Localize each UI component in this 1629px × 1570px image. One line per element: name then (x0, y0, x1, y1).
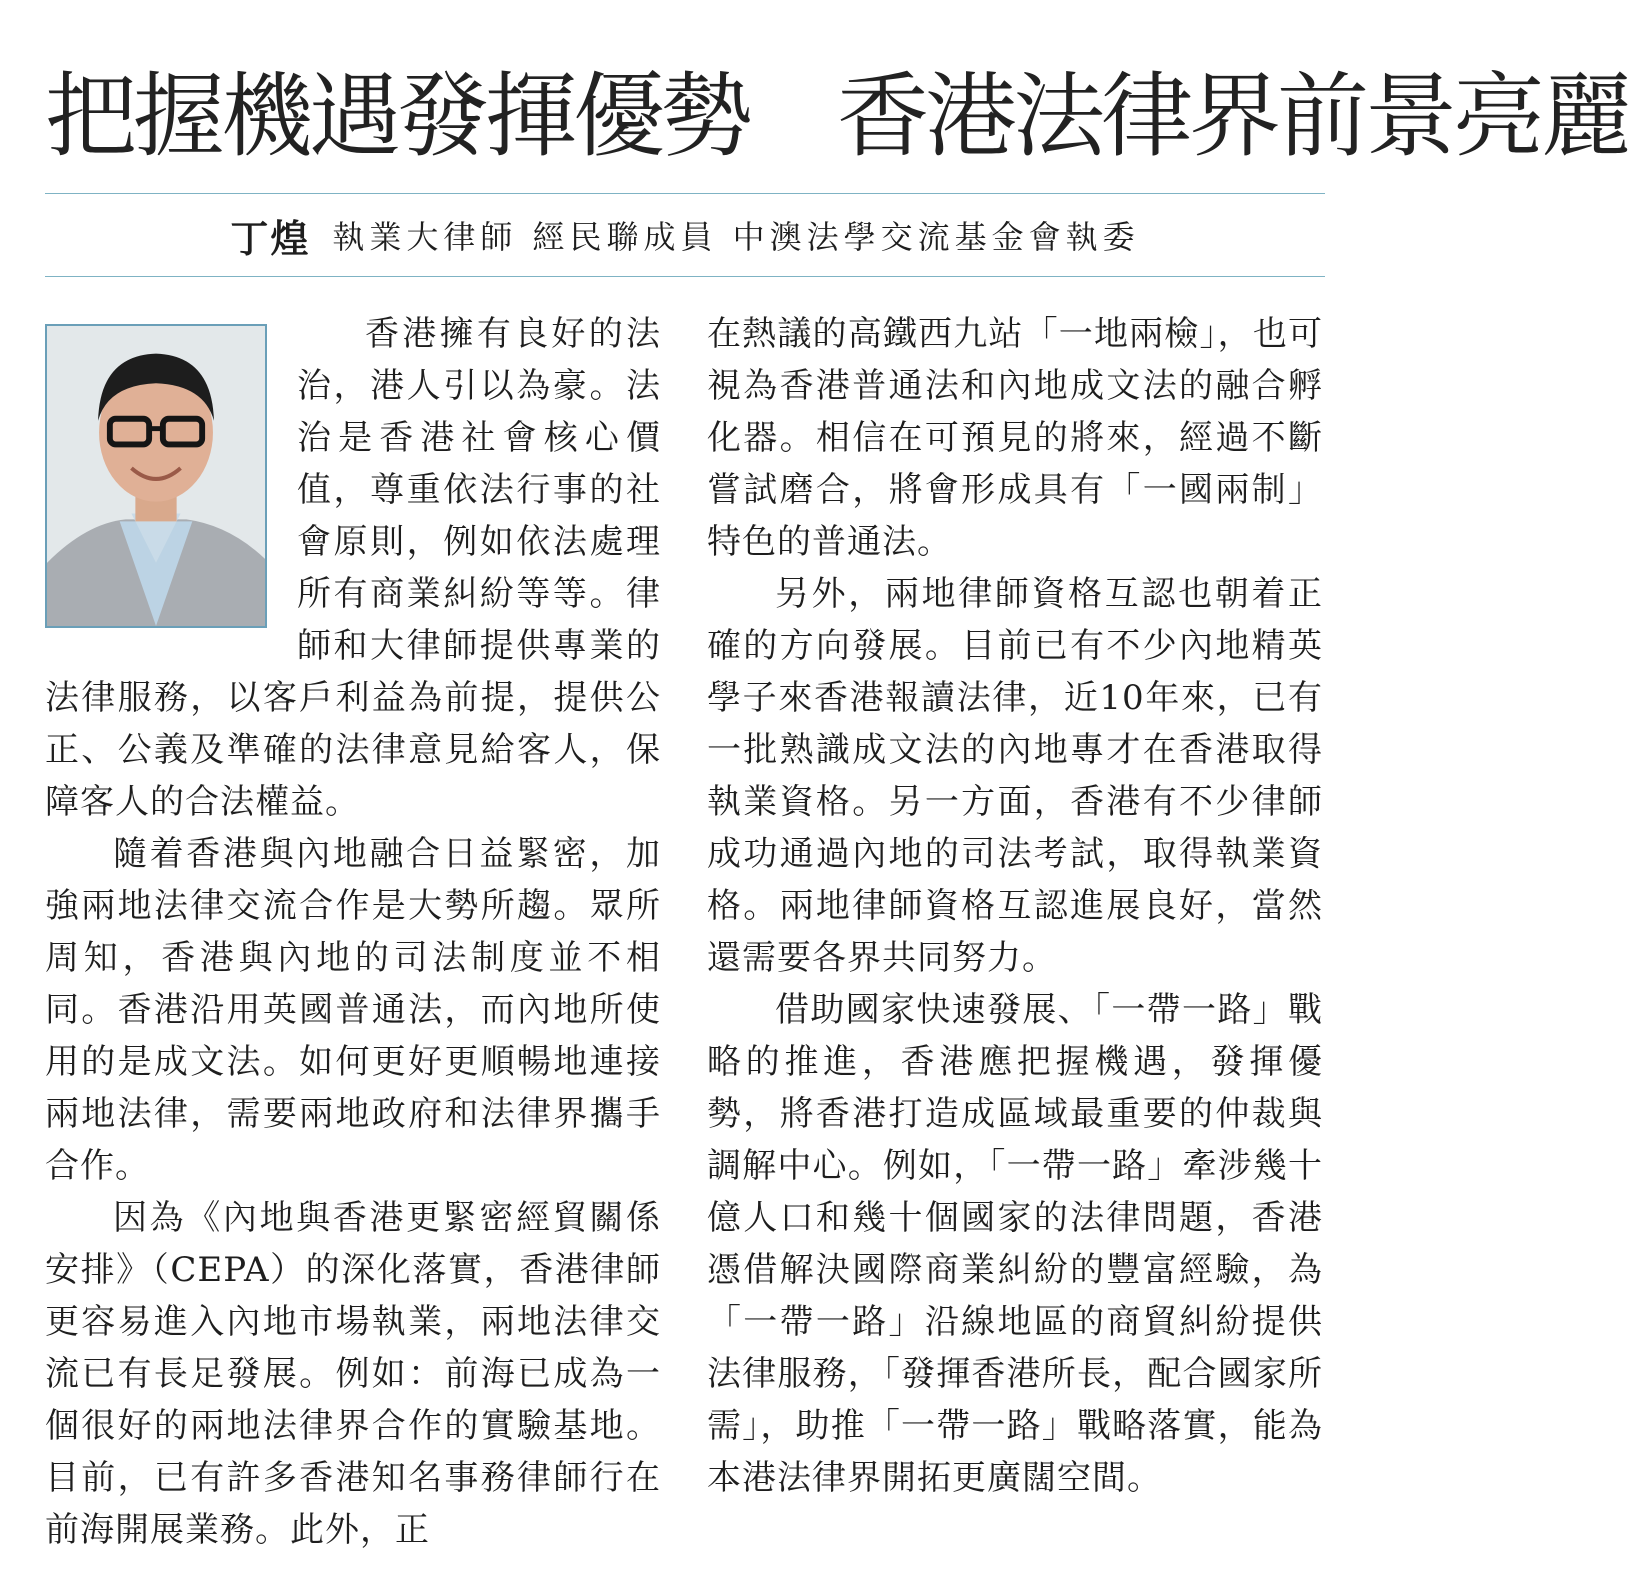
top-divider (45, 193, 1325, 194)
headline: 把握機遇發揮優勢 香港法律界前景亮麗 (45, 63, 1629, 170)
paragraph: 香港擁有良好的法治，港人引以為豪。法治是香港社會核心價值，尊重依法行事的社會原則，例如依法處理所有商業糾紛等等。律師和大律師提供專業的法律服務，以客戶利益為前提，提供公正、公義及準確的法律意見給客人，保障客人的合法權益。 (45, 314, 661, 822)
paragraph: 在熱議的高鐵西九站「一地兩檢」，也可視為香港普通法和內地成文法的融合孵化器。相信在可預見的將來，經過不斷嘗試磨合，將會形成具有「一國兩制」特色的普通法。 (707, 314, 1323, 562)
author-photo (45, 324, 267, 628)
bottom-divider (45, 276, 1325, 277)
right-column (707, 308, 1323, 1504)
paragraph: 隨着香港與內地融合日益緊密，加強兩地法律交流合作是大勢所趨。眾所周知，香港與內地的司法制度並不相同。香港沿用英國普通法，而內地所使用的是成文法。如何更好更順暢地連接兩地法律，需要兩地政府和法律界攜手合作。 (45, 834, 661, 1186)
author-name: 丁煌 (230, 216, 311, 261)
byline (45, 198, 1325, 272)
paragraph: 因為《內地與香港更緊密經貿關係安排》（CEPA）的深化落實，香港律師更容易進入內地市場執業，兩地法律交流已有長足發展。例如：前海已成為一個很好的兩地法律界合作的實驗基地。目前，已有許多香港知名事務律師行在前海開展業務。此外，正 (45, 1198, 661, 1550)
author-titles: 執業大律師 經民聯成員 中澳法學交流基金會執委 (332, 218, 1140, 256)
paragraph: 借助國家快速發展、「一帶一路」戰略的推進，香港應把握機遇，發揮優勢，將香港打造成區域最重要的仲裁與調解中心。例如，「一帶一路」牽涉幾十億人口和幾十個國家的法律問題，香港憑借解決國際商業糾紛的豐富經驗，為「一帶一路」沿線地區的商貿糾紛提供法律服務，「發揮香港所長，配合國家所需」，助推「一帶一路」戰略落實，能為本港法律界開拓更廣闊空間。 (707, 990, 1323, 1498)
paragraph: 另外，兩地律師資格互認也朝着正確的方向發展。目前已有不少內地精英學子來香港報讀法律，近10年來，已有一批熟識成文法的內地專才在香港取得執業資格。另一方面，香港有不少律師成功通過內地的司法考試，取得執業資格。兩地律師資格互認進展良好，當然還需要各界共同努力。 (707, 574, 1323, 978)
left-column (45, 308, 661, 1556)
